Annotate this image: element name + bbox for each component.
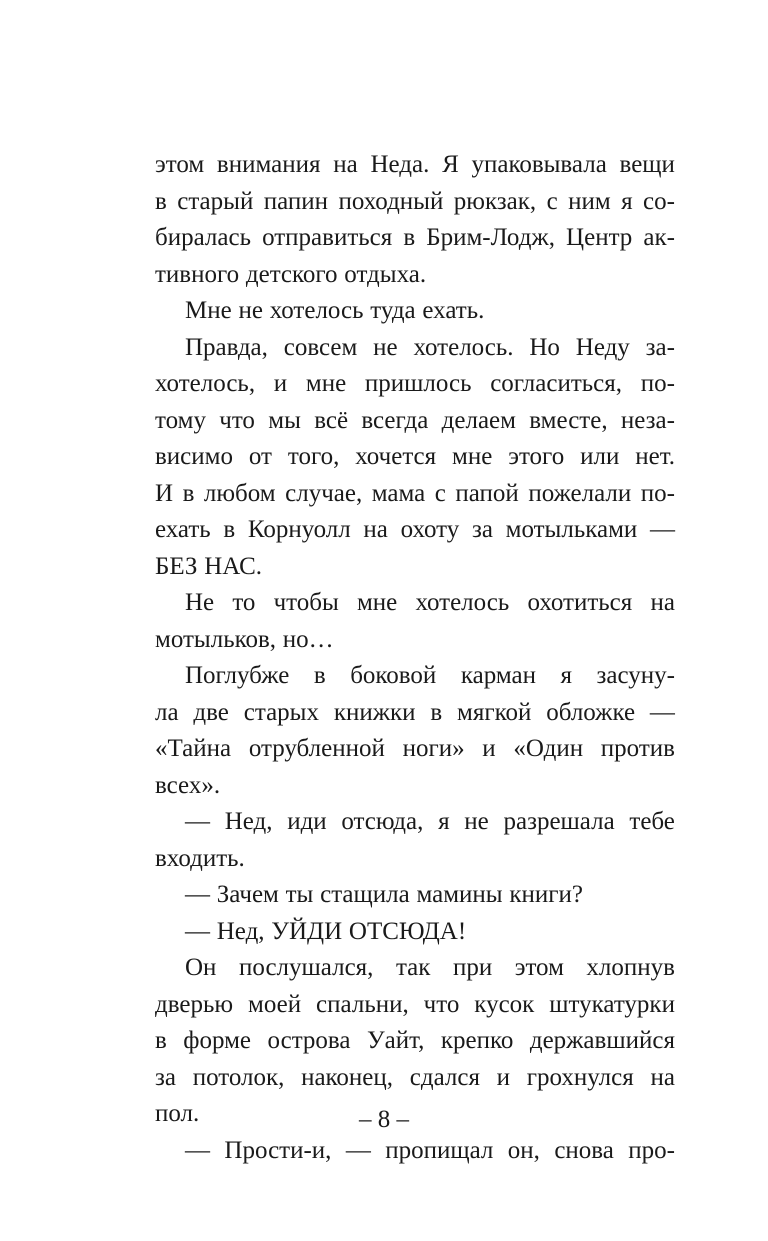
body-text <box>155 147 675 1169</box>
text-line: тому что мы всё всегда делаем вместе, неза- <box>155 406 675 434</box>
page-number: – 8 – <box>359 1106 409 1133</box>
text-line: БЕЗ НАС. <box>155 552 263 580</box>
text-line: Правда, совсем не хотелось. Но Неду за- <box>185 333 675 361</box>
text-line: «Тайна отрубленной ноги» и «Один против <box>155 735 675 762</box>
text-line: пол. <box>155 1100 200 1127</box>
text-line: Он послушался, так при этом хлопнув <box>185 954 675 981</box>
text-line: — Нед, УЙДИ ОТСЮДА! <box>185 917 467 945</box>
text-line: ла две старых книжки в мягкой обложке — <box>155 698 675 726</box>
text-line: Мне не хотелось туда ехать. <box>185 297 485 324</box>
text-line: И в любом случае, мама с папой пожелали по- <box>155 479 675 507</box>
text-line: тивного детского отдыха. <box>155 260 427 288</box>
text-line: всех». <box>155 771 221 799</box>
text-line: в старый папин походный рюкзак, с ним я со- <box>155 187 675 215</box>
text-line: входить. <box>155 844 245 872</box>
text-line: этом внимания на Неда. Я упаковывала вещи <box>155 151 675 178</box>
text-line: в форме острова Уайт, крепко державшийся <box>155 1027 675 1054</box>
text-line: за потолок, наконец, сдался и грохнулся на <box>155 1063 675 1091</box>
text-line: дверью моей спальни, что кусок штукатурки <box>155 990 675 1018</box>
text-line: мотыльков, но… <box>155 625 334 653</box>
text-line: Поглубже в боковой карман я засуну- <box>185 662 675 689</box>
text-line: хотелось, и мне пришлось согласиться, по- <box>155 370 675 397</box>
text-line: висимо от того, хочется мне этого или нет. <box>155 443 675 470</box>
text-line: Не то чтобы мне хотелось охотиться на <box>185 589 675 616</box>
text-line: биралась отправиться в Брим-Лодж, Центр ак- <box>155 224 675 251</box>
text-line: — Прости-и, — пропищал он, снова про- <box>185 1136 675 1164</box>
text-line: — Нед, иди отсюда, я не разрешала тебе <box>185 808 675 835</box>
text-line: ехать в Корнуолл на охоту за мотыльками — <box>155 516 675 543</box>
text-line: — Зачем ты стащила мамины книги? <box>185 881 583 908</box>
